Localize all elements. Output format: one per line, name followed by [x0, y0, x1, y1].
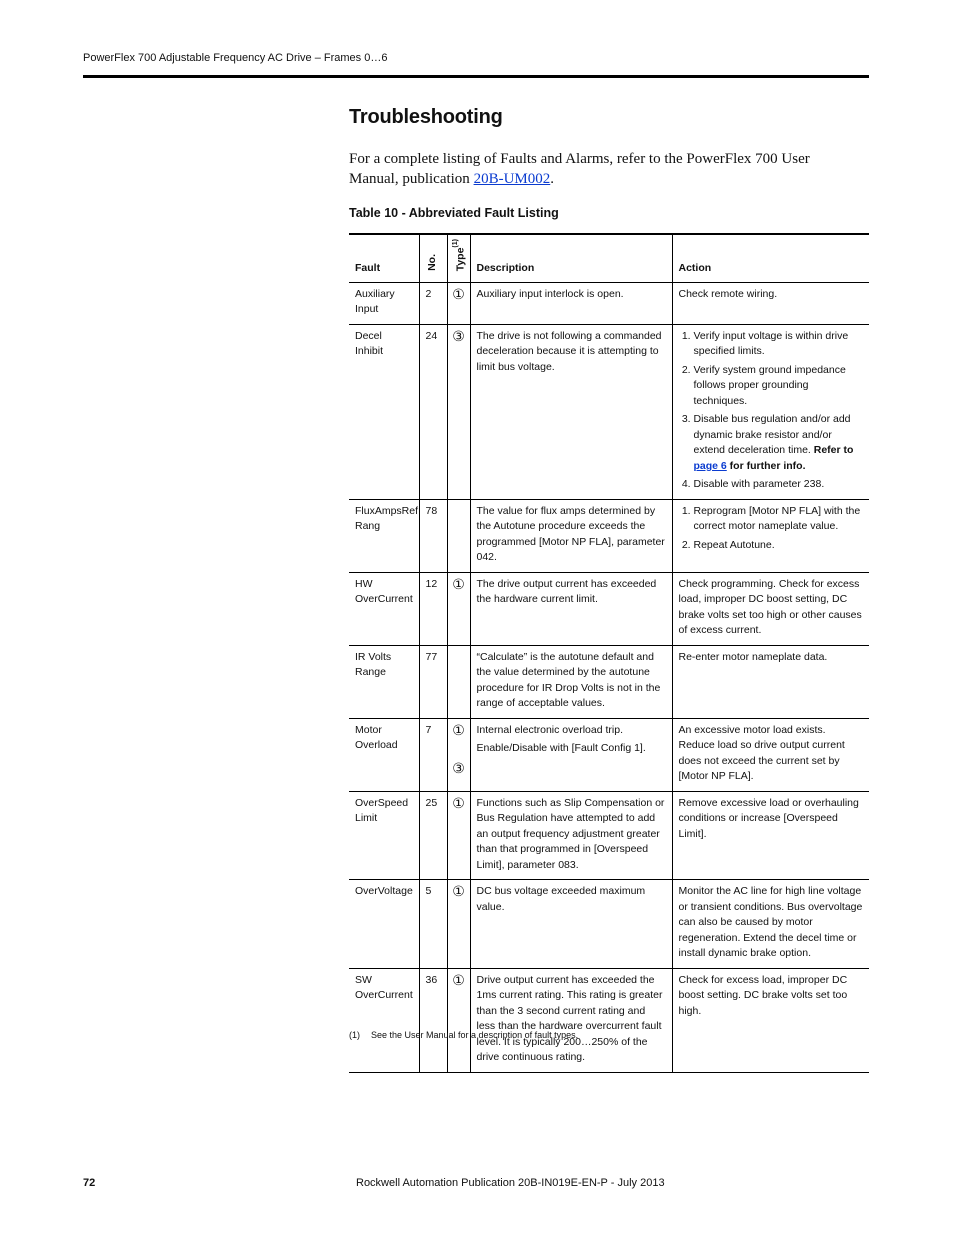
description-line: Auxiliary input interlock is open.	[476, 287, 624, 300]
fault-action-cell	[672, 968, 869, 1072]
table-row	[349, 499, 869, 572]
description-line: Functions such as Slip Compensation or Bus Regulation have attempted to add an output frequency adjustment greater than that programmed in [Overspeed Limit], parameter 083.	[476, 796, 665, 871]
fault-type-cell	[447, 324, 470, 499]
column-header-type-text: Type	[454, 247, 467, 272]
fault-number-cell: 24	[419, 324, 447, 499]
fault-type-glyph: ①	[452, 285, 465, 302]
fault-type-cell	[447, 645, 470, 718]
description-line: The drive is not following a commanded deceleration because it is attempting to limit bus voltage.	[476, 329, 662, 373]
fault-action-cell	[672, 645, 869, 718]
fault-description-cell	[470, 791, 672, 880]
footnote-number: (1)	[349, 1030, 360, 1040]
fault-description-cell	[470, 968, 672, 1072]
table-footnote	[349, 1030, 578, 1040]
fault-name-cell: SW OverCurrent	[349, 968, 419, 1072]
action-step	[694, 538, 864, 554]
fault-type-glyph: ③	[452, 759, 465, 776]
table-caption: Table 10 - Abbreviated Fault Listing	[349, 206, 559, 220]
fault-type-glyph: ①	[452, 575, 465, 592]
column-header-type-label	[448, 239, 469, 271]
column-header-no	[419, 234, 447, 282]
fault-action-cell	[672, 791, 869, 880]
action-ref-before: Refer to	[813, 444, 854, 457]
action-step	[694, 504, 864, 535]
fault-description-cell	[470, 499, 672, 572]
fault-type-glyph: ①	[452, 883, 465, 900]
table-row	[349, 791, 869, 880]
action-step-text: Disable with parameter 238.	[693, 478, 825, 491]
intro-end: .	[550, 171, 554, 187]
fault-action-cell	[672, 572, 869, 645]
fault-number-cell: 7	[419, 718, 447, 791]
fault-type-glyph: ③	[452, 327, 465, 344]
table-row	[349, 572, 869, 645]
fault-rows	[349, 282, 869, 1072]
fault-number-cell: 25	[419, 791, 447, 880]
action-text: An excessive motor load exists. Reduce load so drive output current does not exceed the current set by [Motor NP FLA].	[678, 723, 845, 783]
fault-name-cell: OverVoltage	[349, 880, 419, 969]
fault-action-cell	[672, 324, 869, 499]
column-header-no-label: No.	[426, 254, 439, 272]
fault-name-cell: Auxiliary Input	[349, 282, 419, 324]
column-header-fault: Fault	[349, 234, 419, 282]
publication-footer: Rockwell Automation Publication 20B-IN019E-EN-P - July 2013	[356, 1177, 665, 1189]
column-header-description: Description	[470, 234, 672, 282]
fault-type-glyph: ①	[452, 971, 465, 988]
type-footnote-ref: (1)	[452, 239, 459, 248]
action-text: Monitor the AC line for high line voltage or transient conditions. Bus overvoltage can also be caused by motor regeneration. Extend the decel time or install dynamic brake option.	[678, 885, 863, 960]
fault-number-cell: 78	[419, 499, 447, 572]
action-text: Check remote wiring.	[678, 287, 778, 300]
table-row	[349, 282, 869, 324]
action-step-text: Verify input voltage is within drive specified limits.	[693, 329, 849, 358]
fault-type-cell	[447, 499, 470, 572]
action-step	[694, 477, 864, 493]
fault-type-cell	[447, 968, 470, 1072]
fault-name-cell: FluxAmpsRef Rang	[349, 499, 419, 572]
description-line: The drive output current has exceeded the hardware current limit.	[476, 577, 657, 606]
fault-action-cell	[672, 718, 869, 791]
description-line: DC bus voltage exceeded maximum value.	[476, 885, 646, 913]
intro-paragraph	[349, 149, 859, 189]
fault-number-cell: 77	[419, 645, 447, 718]
table-row	[349, 968, 869, 1072]
fault-type-cell	[447, 880, 470, 969]
fault-name-cell: HW OverCurrent	[349, 572, 419, 645]
action-step	[694, 412, 864, 474]
type-spacer	[448, 742, 470, 761]
description-line: The value for flux amps determined by the Autotune procedure exceeds the programmed [Motor NP FLA], parameter 042.	[476, 504, 665, 564]
fault-description-cell	[470, 324, 672, 499]
action-steps-list	[679, 329, 864, 493]
fault-type-glyph: ①	[452, 794, 465, 811]
fault-name-cell: Motor Overload	[349, 718, 419, 791]
action-text: Remove excessive load or overhauling conditions or increase [Overspeed Limit].	[678, 796, 859, 840]
page-number: 72	[83, 1177, 96, 1189]
intro-text: For a complete listing of Faults and Alarms, refer to the PowerFlex 700 User Manual, publication	[349, 151, 810, 187]
action-step-text: Disable bus regulation and/or add dynamic brake resistor and/or extend deceleration time.	[693, 413, 851, 457]
running-header: PowerFlex 700 Adjustable Frequency AC Drive – Frames 0…6	[83, 52, 388, 64]
fault-type-cell	[447, 791, 470, 880]
fault-action-cell	[672, 880, 869, 969]
fault-number-cell: 2	[419, 282, 447, 324]
action-step-text: Verify system ground impedance follows proper grounding techniques.	[693, 363, 846, 407]
table-header-row	[349, 234, 869, 282]
fault-number-cell: 36	[419, 968, 447, 1072]
fault-type-glyph: ①	[452, 721, 465, 738]
description-line: Drive output current has exceeded the 1ms current rating. This rating is greater than the 3 second current rating and less than the hardware overcurrent fault level. It is typically 200…250% of the drive continuous rating.	[476, 973, 663, 1064]
description-line: Internal electronic overload trip.	[476, 723, 623, 736]
page-6-link[interactable]: page 6	[693, 459, 727, 472]
fault-number-cell: 12	[419, 572, 447, 645]
action-steps-list	[679, 504, 864, 554]
fault-action-cell	[672, 282, 869, 324]
action-step	[694, 363, 864, 410]
column-header-type	[447, 234, 470, 282]
fault-type-cell	[447, 282, 470, 324]
action-text: Check for excess load, improper DC boost setting. DC brake volts set too high.	[678, 973, 848, 1017]
action-step	[694, 329, 864, 360]
description-line: Enable/Disable with [Fault Config 1].	[476, 742, 646, 755]
header-rule	[83, 75, 869, 78]
fault-name-cell: Decel Inhibit	[349, 324, 419, 499]
fault-name-cell: IR Volts Range	[349, 645, 419, 718]
fault-type-cell	[447, 718, 470, 791]
fault-number-cell: 5	[419, 880, 447, 969]
table-row	[349, 324, 869, 499]
description-line: “Calculate” is the autotune default and the value determined by the autotune procedure for IR Drop Volts is not in the range of acceptable values.	[476, 650, 661, 710]
fault-description-cell	[470, 282, 672, 324]
table-row	[349, 718, 869, 791]
action-text: Check programming. Check for excess load, improper DC boost setting, DC brake volts set too high or other causes of excess current.	[678, 577, 862, 637]
action-ref-after: for further info.	[726, 459, 806, 472]
action-step-text: Reprogram [Motor NP FLA] with the correct motor nameplate value.	[693, 504, 861, 533]
table-row	[349, 645, 869, 718]
action-step-text: Repeat Autotune.	[693, 538, 775, 551]
fault-action-cell	[672, 499, 869, 572]
fault-description-cell	[470, 572, 672, 645]
fault-type-cell	[447, 572, 470, 645]
user-manual-link[interactable]: 20B-UM002	[473, 171, 551, 187]
column-header-action: Action	[672, 234, 869, 282]
footnote-text: See the User Manual for a description of fault types.	[371, 1030, 579, 1040]
table-row	[349, 880, 869, 969]
fault-table	[349, 233, 869, 1073]
fault-description-cell	[470, 718, 672, 791]
section-title: Troubleshooting	[349, 106, 503, 128]
action-text: Re-enter motor nameplate data.	[678, 650, 828, 663]
fault-description-cell	[470, 645, 672, 718]
fault-name-cell: OverSpeed Limit	[349, 791, 419, 880]
fault-description-cell	[470, 880, 672, 969]
